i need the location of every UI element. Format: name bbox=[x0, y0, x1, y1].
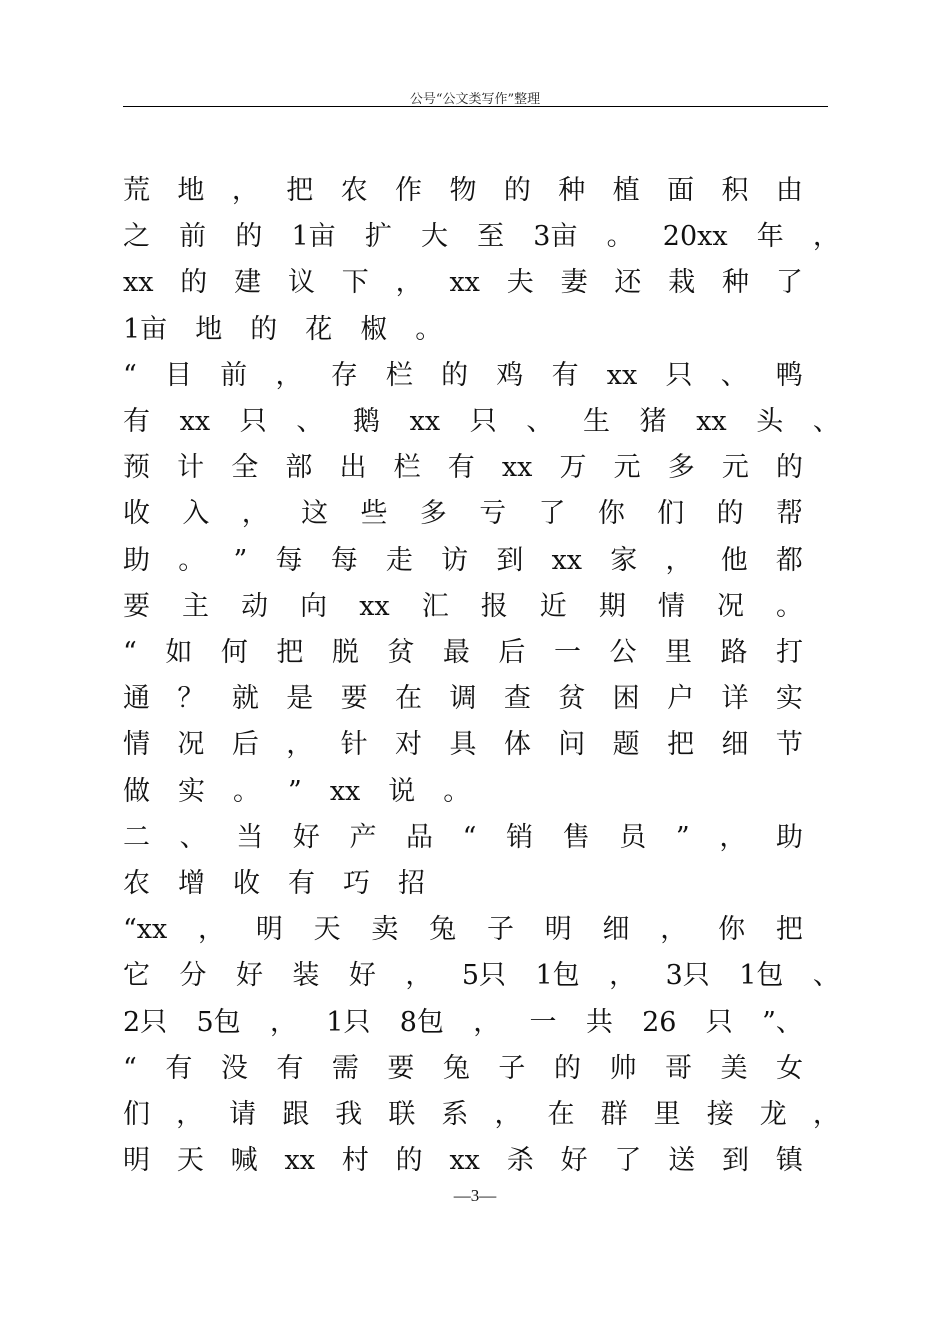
text-token: 情 bbox=[123, 729, 150, 761]
text-token: ， bbox=[286, 729, 314, 761]
text-token: 把 bbox=[286, 175, 314, 206]
text-line bbox=[123, 864, 840, 904]
text-token: 家 bbox=[610, 544, 638, 576]
text-token: 花 bbox=[305, 313, 333, 345]
text-token: 。 bbox=[606, 221, 634, 253]
text-token: 预 bbox=[123, 452, 150, 484]
text-token: 们 bbox=[657, 498, 685, 530]
text-token: 出 bbox=[339, 452, 367, 484]
text-token: 动 bbox=[241, 590, 269, 622]
text-token: 栽 bbox=[668, 267, 696, 299]
text-token: 只 bbox=[705, 1006, 733, 1038]
text-token: 栏 bbox=[393, 452, 421, 484]
text-token: 还 bbox=[614, 267, 642, 299]
text-token: 多 bbox=[419, 498, 447, 530]
text-token: 如 bbox=[165, 637, 193, 668]
text-token: xx bbox=[501, 452, 533, 484]
text-token: 后 bbox=[498, 637, 526, 668]
text-token: xx bbox=[409, 406, 441, 437]
text-token: 细 bbox=[602, 914, 630, 946]
text-token: xx bbox=[284, 1145, 315, 1177]
text-token: 产 bbox=[349, 821, 377, 853]
text-token: 请 bbox=[229, 1099, 257, 1130]
text-token: 地 bbox=[177, 175, 205, 206]
text-token: 报 bbox=[480, 590, 508, 622]
text-token: 明 bbox=[544, 914, 572, 946]
text-line bbox=[123, 263, 803, 303]
text-token: ”、 bbox=[762, 1006, 803, 1038]
text-token: ， bbox=[198, 914, 226, 946]
text-token: “ bbox=[462, 821, 477, 853]
text-token: 、 bbox=[812, 960, 840, 992]
text-token: ， bbox=[176, 1099, 204, 1130]
text-line bbox=[123, 356, 803, 396]
text-token: 的 bbox=[180, 267, 208, 299]
text-token: 作 bbox=[395, 175, 423, 206]
text-token: 况 bbox=[716, 590, 744, 622]
text-token: ， bbox=[231, 175, 259, 206]
text-token: 3亩 bbox=[533, 221, 578, 253]
text-line bbox=[123, 956, 840, 996]
text-token: 题 bbox=[612, 729, 640, 761]
text-token: 议 bbox=[287, 267, 315, 299]
text-token: ， bbox=[494, 1099, 522, 1130]
text-token: 贫 bbox=[387, 637, 415, 668]
text-token: 年 bbox=[756, 221, 784, 253]
text-token: 鸭 bbox=[775, 359, 803, 391]
text-token: 妻 bbox=[560, 267, 588, 299]
text-token: 1亩 bbox=[291, 221, 336, 253]
text-line bbox=[123, 679, 803, 719]
text-token: xx bbox=[359, 590, 390, 622]
text-token: 收 bbox=[233, 868, 260, 899]
text-token: 分 bbox=[179, 960, 207, 992]
text-token: 需 bbox=[331, 1052, 359, 1084]
text-token: 夫 bbox=[506, 267, 534, 299]
text-token: 你 bbox=[597, 498, 625, 530]
text-token: 只 bbox=[239, 406, 267, 437]
text-token: 后 bbox=[231, 729, 259, 761]
text-token: 们 bbox=[123, 1099, 150, 1130]
text-token: ， bbox=[269, 1006, 297, 1038]
text-token: 装 bbox=[292, 960, 320, 992]
text-token: ， bbox=[660, 914, 688, 946]
text-token: 子 bbox=[498, 1052, 526, 1084]
text-token: 龙 bbox=[759, 1099, 787, 1130]
text-token: 通 bbox=[123, 683, 150, 715]
text-token: 的 bbox=[553, 1052, 581, 1084]
text-line bbox=[123, 818, 803, 858]
text-token: 这 bbox=[301, 498, 329, 530]
text-token: ， bbox=[405, 960, 433, 992]
text-token: 有 bbox=[551, 359, 579, 391]
text-token: 联 bbox=[388, 1099, 416, 1130]
text-token: 元 bbox=[613, 452, 641, 484]
text-line bbox=[123, 541, 803, 581]
text-token: 5只 bbox=[461, 960, 506, 992]
page-number: —3— bbox=[453, 1186, 497, 1205]
text-token: 26 bbox=[642, 1006, 677, 1038]
text-token: 镇 bbox=[775, 1145, 803, 1177]
text-token: 农 bbox=[123, 868, 150, 899]
text-line bbox=[123, 494, 803, 534]
text-token: 最 bbox=[442, 637, 470, 668]
text-line bbox=[123, 1049, 803, 1089]
text-token: 头 bbox=[756, 406, 784, 437]
text-token: 1亩 bbox=[123, 313, 168, 345]
text-token: ， bbox=[812, 221, 840, 253]
text-token: 我 bbox=[335, 1099, 363, 1130]
text-token: 接 bbox=[706, 1099, 734, 1130]
text-token: 要 bbox=[123, 590, 150, 622]
text-token: 5包 bbox=[196, 1006, 241, 1038]
page-header: 公号“公文类写作”整理 bbox=[409, 92, 541, 107]
text-token: 招 bbox=[398, 868, 425, 899]
text-token: 。 bbox=[178, 544, 206, 576]
text-token: 助 bbox=[775, 821, 803, 853]
text-token: 在 bbox=[547, 1099, 575, 1130]
text-token: 子 bbox=[486, 914, 514, 946]
text-token: ” bbox=[288, 775, 302, 807]
text-token: xx bbox=[179, 406, 211, 437]
text-token: 鹅 bbox=[352, 406, 380, 437]
text-token: xx bbox=[606, 359, 638, 391]
text-token: 地 bbox=[195, 313, 223, 345]
text-token: 收 bbox=[123, 498, 150, 530]
text-token: 明 bbox=[255, 914, 283, 946]
text-token: 是 bbox=[286, 683, 314, 715]
text-token: 的 bbox=[716, 498, 744, 530]
text-token: ， bbox=[665, 544, 693, 576]
text-token: ” bbox=[233, 544, 248, 576]
text-token: 由 bbox=[775, 175, 803, 206]
text-token: 户 bbox=[667, 683, 695, 715]
text-token: 汇 bbox=[421, 590, 449, 622]
text-token: 全 bbox=[231, 452, 259, 484]
text-token: 天 bbox=[313, 914, 341, 946]
text-token: 把 bbox=[775, 914, 803, 946]
text-token: 销 bbox=[506, 821, 534, 853]
text-token: 栏 bbox=[385, 359, 413, 391]
text-line bbox=[123, 910, 803, 950]
text-token: 8包 bbox=[399, 1006, 444, 1038]
text-token: 的 bbox=[775, 452, 803, 484]
text-token: xx bbox=[449, 267, 480, 299]
text-token: 它 bbox=[123, 960, 150, 992]
text-line bbox=[123, 1141, 803, 1181]
text-token: 有 bbox=[288, 868, 315, 899]
text-token: 好 bbox=[560, 1145, 588, 1177]
text-token: 种 bbox=[558, 175, 586, 206]
text-token: 存 bbox=[330, 359, 358, 391]
text-token: 的 bbox=[441, 359, 469, 391]
text-token: ？ bbox=[177, 683, 205, 715]
text-token: 帅 bbox=[609, 1052, 637, 1084]
text-token: 把 bbox=[276, 637, 304, 668]
text-token: 了 bbox=[775, 267, 803, 299]
text-token: 的 bbox=[250, 313, 278, 345]
text-token: 明 bbox=[123, 1145, 150, 1177]
text-token: ， bbox=[812, 1099, 840, 1130]
text-token: 。 bbox=[443, 775, 471, 807]
text-token: 近 bbox=[539, 590, 567, 622]
text-token: 荒 bbox=[123, 175, 150, 206]
text-token: 调 bbox=[449, 683, 477, 715]
text-token: 前 bbox=[179, 221, 207, 253]
text-token: 走 bbox=[385, 544, 413, 576]
text-token: 的 bbox=[235, 221, 263, 253]
text-token: 元 bbox=[721, 452, 749, 484]
text-token: 向 bbox=[300, 590, 328, 622]
text-token: 节 bbox=[775, 729, 803, 761]
text-token: 。 bbox=[775, 590, 803, 622]
text-token: “xx bbox=[123, 914, 168, 946]
text-token: 好 bbox=[348, 960, 376, 992]
text-token: 何 bbox=[220, 637, 248, 668]
text-token: 生 bbox=[582, 406, 610, 437]
text-token: 只 bbox=[665, 359, 693, 391]
text-token: 好 bbox=[292, 821, 320, 853]
text-token: ， bbox=[241, 498, 269, 530]
text-token: 要 bbox=[387, 1052, 415, 1084]
text-token: 1只 bbox=[326, 1006, 371, 1038]
text-token: 、 bbox=[179, 821, 207, 853]
text-token: 椒 bbox=[360, 313, 388, 345]
text-token: 实 bbox=[775, 683, 803, 715]
text-token: 情 bbox=[657, 590, 685, 622]
text-token: 把 bbox=[667, 729, 695, 761]
text-token: 大 bbox=[420, 221, 448, 253]
text-token: 卖 bbox=[371, 914, 399, 946]
text-token: 喊 bbox=[230, 1145, 258, 1177]
text-token: 送 bbox=[668, 1145, 696, 1177]
text-token: ， bbox=[609, 960, 637, 992]
text-token: 部 bbox=[285, 452, 313, 484]
text-token: 主 bbox=[182, 590, 210, 622]
text-token: 。 bbox=[233, 775, 260, 807]
text-token: 杀 bbox=[506, 1145, 534, 1177]
text-token: 里 bbox=[664, 637, 692, 668]
text-token: “ bbox=[123, 637, 137, 668]
text-token: 面 bbox=[667, 175, 695, 206]
text-token: 农 bbox=[340, 175, 368, 206]
text-token: 入 bbox=[182, 498, 210, 530]
text-token: 共 bbox=[585, 1006, 613, 1038]
text-token: 种 bbox=[722, 267, 750, 299]
text-token: 巧 bbox=[343, 868, 370, 899]
text-token: 美 bbox=[720, 1052, 748, 1084]
text-line bbox=[123, 772, 840, 812]
text-token: ， bbox=[719, 821, 747, 853]
text-token: 女 bbox=[776, 1052, 803, 1084]
text-token: 没 bbox=[220, 1052, 248, 1084]
text-token: 在 bbox=[395, 683, 423, 715]
text-token: 困 bbox=[612, 683, 640, 715]
text-token: 计 bbox=[177, 452, 205, 484]
text-token: 当 bbox=[236, 821, 264, 853]
text-token: 查 bbox=[503, 683, 531, 715]
text-token: 有 bbox=[276, 1052, 304, 1084]
text-token: ” bbox=[675, 821, 690, 853]
text-token: 访 bbox=[441, 544, 469, 576]
text-token: 问 bbox=[558, 729, 586, 761]
text-token: “ bbox=[123, 1052, 137, 1084]
text-token: 有 bbox=[447, 452, 475, 484]
text-token: 建 bbox=[234, 267, 262, 299]
text-token: 期 bbox=[598, 590, 626, 622]
text-token: 植 bbox=[612, 175, 640, 206]
text-token: 天 bbox=[176, 1145, 204, 1177]
text-token: 要 bbox=[340, 683, 368, 715]
text-token: “ bbox=[123, 359, 137, 391]
text-token: 目 bbox=[165, 359, 193, 391]
text-token: 公 bbox=[609, 637, 637, 668]
text-token: 助 bbox=[123, 544, 150, 576]
text-token: 每 bbox=[275, 544, 303, 576]
text-token: 2只 bbox=[123, 1006, 168, 1038]
text-token: 帮 bbox=[775, 498, 803, 530]
text-line bbox=[123, 448, 803, 488]
text-token: 的 bbox=[395, 1145, 423, 1177]
text-token: 到 bbox=[722, 1145, 750, 1177]
text-line bbox=[123, 217, 840, 257]
text-token: 你 bbox=[718, 914, 746, 946]
text-token: 体 bbox=[503, 729, 531, 761]
text-token: 实 bbox=[178, 775, 205, 807]
text-token: 详 bbox=[721, 683, 749, 715]
text-token: 群 bbox=[600, 1099, 628, 1130]
text-token: 系 bbox=[441, 1099, 469, 1130]
text-token: 做 bbox=[123, 775, 150, 807]
text-token: ， bbox=[275, 359, 303, 391]
text-line bbox=[123, 1095, 840, 1135]
text-line bbox=[123, 1003, 803, 1043]
text-token: 、 bbox=[526, 406, 554, 437]
text-token: 、 bbox=[296, 406, 324, 437]
text-token: 增 bbox=[178, 868, 205, 899]
text-token: 对 bbox=[395, 729, 423, 761]
text-token: 他 bbox=[720, 544, 748, 576]
text-token: 。 bbox=[415, 313, 443, 345]
text-token: 之 bbox=[123, 221, 150, 253]
text-token: 具 bbox=[449, 729, 477, 761]
text-token: 的 bbox=[503, 175, 531, 206]
text-line bbox=[123, 171, 803, 211]
text-token: 有 bbox=[123, 406, 150, 437]
text-line bbox=[123, 725, 803, 765]
text-token: 里 bbox=[653, 1099, 681, 1130]
text-token: 脱 bbox=[331, 637, 359, 668]
text-token: xx bbox=[449, 1145, 480, 1177]
text-token: 品 bbox=[406, 821, 434, 853]
text-token: 、 bbox=[812, 406, 840, 437]
text-token: 了 bbox=[614, 1145, 642, 1177]
text-token: 说 bbox=[388, 775, 416, 807]
text-token: 1包 bbox=[535, 960, 580, 992]
text-token: 到 bbox=[496, 544, 524, 576]
text-token: 20xx bbox=[662, 221, 728, 253]
text-token: 一 bbox=[553, 637, 581, 668]
text-token: 针 bbox=[340, 729, 368, 761]
text-token: 下 bbox=[341, 267, 369, 299]
text-token: 跟 bbox=[282, 1099, 310, 1130]
text-token: 细 bbox=[721, 729, 749, 761]
text-token: 都 bbox=[775, 544, 803, 576]
text-token: 扩 bbox=[364, 221, 392, 253]
text-token: 猪 bbox=[639, 406, 667, 437]
text-token: 前 bbox=[220, 359, 248, 391]
text-line bbox=[123, 310, 840, 350]
text-token: 好 bbox=[235, 960, 263, 992]
text-token: 每 bbox=[330, 544, 358, 576]
text-token: 一 bbox=[529, 1006, 557, 1038]
text-token: xx bbox=[123, 267, 154, 299]
text-line bbox=[123, 402, 840, 442]
text-token: 哥 bbox=[664, 1052, 692, 1084]
text-token: 二 bbox=[123, 821, 150, 853]
text-token: 贫 bbox=[558, 683, 586, 715]
text-token: 积 bbox=[721, 175, 749, 206]
text-token: 况 bbox=[177, 729, 205, 761]
text-token: 村 bbox=[341, 1145, 369, 1177]
text-token: xx bbox=[551, 544, 583, 576]
text-token: 路 bbox=[720, 637, 748, 668]
text-token: 些 bbox=[360, 498, 388, 530]
text-token: 鸡 bbox=[496, 359, 524, 391]
text-token: 物 bbox=[449, 175, 477, 206]
text-token: 员 bbox=[619, 821, 647, 853]
text-token: ， bbox=[395, 267, 423, 299]
text-token: 万 bbox=[559, 452, 587, 484]
text-token: 1包 bbox=[739, 960, 784, 992]
text-token: 、 bbox=[720, 359, 748, 391]
text-token: 3只 bbox=[665, 960, 710, 992]
text-token: 兔 bbox=[442, 1052, 470, 1084]
text-token: xx bbox=[696, 406, 727, 437]
text-token: ， bbox=[473, 1006, 501, 1038]
text-token: 有 bbox=[165, 1052, 193, 1084]
text-token: 至 bbox=[477, 221, 505, 253]
text-token: 兔 bbox=[429, 914, 457, 946]
text-token: 售 bbox=[562, 821, 590, 853]
text-token: 了 bbox=[538, 498, 566, 530]
text-token: xx bbox=[329, 775, 361, 807]
text-token: 打 bbox=[776, 637, 803, 668]
text-token: 多 bbox=[667, 452, 695, 484]
text-line bbox=[123, 587, 803, 627]
text-token: 亏 bbox=[479, 498, 507, 530]
text-line bbox=[123, 633, 803, 673]
text-token: 只 bbox=[469, 406, 497, 437]
text-token: 就 bbox=[231, 683, 259, 715]
